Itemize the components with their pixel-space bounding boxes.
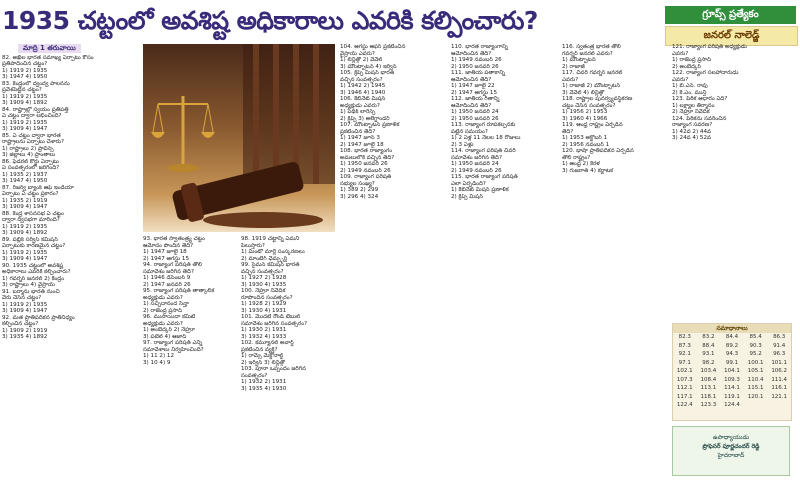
question-line: 1) రాష్ట్రాలు 2) ప్రావిన్స్ xyxy=(2,145,54,152)
question-line: 115. భారత రాజ్యాంగ పరిషత్ xyxy=(451,174,518,180)
answer-cell: 87.3 xyxy=(678,342,691,349)
question-line: 1) రాజేంద్ర ప్రసాద్ xyxy=(672,57,712,63)
answer-cell: 84.4 xyxy=(725,334,739,340)
question-line: 112. జాతీయ గీతాన్ని xyxy=(451,96,500,102)
question-line: 3) 1909 4) 1947 xyxy=(2,126,48,132)
question-line: 1) కేబినెట్ మిషన్ ప్రణాళిక xyxy=(451,187,509,193)
question-line: 3) 10 4) 9 xyxy=(143,359,171,366)
question-line: వచ్చిన సంవత్సరం? xyxy=(241,268,284,275)
question-line: 2) 1947 జనవరి 26 xyxy=(143,281,191,288)
question-line: 1) మౌంట్బాటన్ xyxy=(562,57,596,63)
question-line: 3) 1909 4) 1892 xyxy=(2,100,48,106)
question-line: 2) కె.ఎం. మున్షీ xyxy=(672,89,707,96)
question-line: 89. పబ్లిక్ సర్వీస్ కమిషన్ xyxy=(2,236,58,243)
answer-cell: 91.4 xyxy=(773,342,786,349)
question-line: 1) 389 2) 299 xyxy=(340,187,379,193)
question-line: 1) 1949 నవంబర్ 26 xyxy=(451,57,502,63)
question-line: 114. రాజ్యాంగ పరిషత్ చివరి xyxy=(451,148,516,154)
question-line: వచ్చిన సంవత్సరం? xyxy=(340,76,383,83)
answer-cell: 92.1 xyxy=(678,351,691,357)
answers-table xyxy=(673,333,791,410)
answer-cell: 119.1 xyxy=(724,393,740,400)
question-line: 3) 1909 4) 1947 xyxy=(2,256,48,262)
answer-cell: 89.2 xyxy=(725,342,739,349)
question-line: పిలుస్తారు? xyxy=(241,242,265,249)
question-line: అధ్యక్షుడు ఎవరు? xyxy=(143,320,183,327)
question-line: అధికారాలు ఎవరికి కల్పించారు? xyxy=(2,269,71,275)
answers-row xyxy=(673,342,791,351)
answer-cell: 93.1 xyxy=(702,351,715,357)
question-line: 1) లక్ష్యాల తీర్మానం xyxy=(672,102,715,109)
answer-cell: 111.4 xyxy=(771,376,788,383)
answer-cell: 105.1 xyxy=(747,368,764,374)
question-line: 3) 1947 4) 1950 xyxy=(2,74,48,80)
question-line: 113. రాజ్యాంగ రూపకల్పనకు xyxy=(451,122,516,128)
question-line: 1) 11 2) 12 xyxy=(143,353,175,359)
answer-cell: 88.4 xyxy=(702,342,715,349)
answer-cell: 106.2 xyxy=(771,368,788,374)
question-line: 2) అంబేద్కర్ xyxy=(672,63,701,70)
question-line: 3) 1909 4) 1892 xyxy=(2,230,48,236)
answers-row xyxy=(673,384,791,393)
question-line: 3) జిల్లాలు 4) ప్రాంతాలు xyxy=(2,152,56,158)
question-line: సభ్యుల సంఖ్య? xyxy=(340,180,375,187)
question-line: 1) 1919 2) 1935 xyxy=(2,67,48,74)
question-line: 2) 1950 జనవరి 26 xyxy=(451,63,499,70)
answers-row xyxy=(673,333,791,342)
question-line: 3) 1935 4) 1892 xyxy=(2,334,48,340)
answers-box xyxy=(672,323,792,421)
question-line: 3) 24వ 4) 52వ xyxy=(672,135,712,141)
question-line: 101. మొదటి రౌండ్ టేబుల్ xyxy=(241,314,301,320)
credit-label: ఉపాధ్యాయుడు xyxy=(712,434,750,441)
question-line: 1) 1947 జూలై 22 xyxy=(451,83,495,89)
question-line: అమలులోకి వచ్చిన తేదీ? xyxy=(340,154,395,161)
question-line: 3) 296 4) 324 xyxy=(340,193,379,200)
question-line: రూపొందిన సంవత్సరం? xyxy=(241,294,293,301)
answer-cell: 123.3 xyxy=(700,402,717,408)
question-line: 3) 1947 4) 1950 xyxy=(2,178,48,184)
question-line: 99. సైమన్ కమిషన్ భారత్ xyxy=(241,262,300,268)
question-line: పట్టిన సమయం? xyxy=(451,128,488,135)
question-line: 96. ముసాయిదా కమిటీ xyxy=(143,314,196,320)
question-line: 1) 1930 2) 1931 xyxy=(241,327,287,333)
question-line: 82. అఖిల భారత సమాఖ్య ఏర్పాటు కోసం xyxy=(2,54,94,61)
question-line: ఏ చట్టం ద్వారా లభించింది? xyxy=(2,113,62,119)
question-line: కల్పించిన చట్టం? xyxy=(2,321,39,327)
question-line: 3) పటేల్ 4) ఆజాద్ xyxy=(143,333,187,340)
answer-cell: 103.4 xyxy=(700,368,717,374)
question-line: ఏర్పాటుకు కారణమైన చట్టం? xyxy=(2,243,66,249)
question-line: 83. కేంద్రంలో ద్వంద్వ పాలనను xyxy=(2,80,70,87)
question-line: 1) 2 ఏళ్ల 11 నెలల 18 రోజులు xyxy=(451,135,521,141)
question-line: 3) 1909 4) 1947 xyxy=(2,308,48,314)
question-line: సమావేశాలు నిర్వహించింది? xyxy=(143,346,204,353)
answer-cell: 115.1 xyxy=(747,385,764,391)
answer-cell: 100.1 xyxy=(747,359,764,366)
question-line: 1) 1919 2) 1935 xyxy=(2,249,48,256)
question-line: 108. భారత రాజ్యాంగం xyxy=(340,148,393,154)
question-line: 121. రాజ్యాంగ పరిషత్ అధ్యక్షుడు xyxy=(672,44,747,50)
column-lines xyxy=(2,55,140,341)
question-line: 3) 1935 4) 1930 xyxy=(241,385,287,392)
subject-badge: జనరల్ నాలెడ్జ్ xyxy=(665,26,798,46)
question-line: ఎవరు? xyxy=(672,50,689,57)
question-line: ఏర్పాటు ఏ చట్టం ప్రకారం? xyxy=(2,191,59,197)
credit-box xyxy=(672,426,790,476)
question-line: తొలి రాష్ట్రం? xyxy=(562,154,591,161)
answer-cell: 120.1 xyxy=(747,393,764,400)
question-line: 1) 1947 జూలై 18 xyxy=(143,249,187,255)
question-line: 3) గుజరాత్ 4) కర్ణాటక xyxy=(562,167,614,174)
answer-cell: 108.4 xyxy=(700,376,717,383)
question-line: ఆమోదించిన తేదీ? xyxy=(451,50,492,57)
question-line: 1) 1919 2) 1935 xyxy=(2,223,48,230)
section-badge: గ్రూప్స్ ప్రత్యేకం xyxy=(665,6,796,24)
text-column-6 xyxy=(562,44,668,489)
answer-cell: 99.1 xyxy=(725,359,739,366)
question-line: 2) 1949 నవంబర్ 26 xyxy=(340,167,391,174)
answers-row xyxy=(673,359,791,368)
question-line: 1) 1919 2) 1935 xyxy=(2,93,48,100)
question-line: 1) మింటో మార్లే సంస్కరణలు xyxy=(241,249,305,255)
question-line: 1) రాజాజీ 2) మౌంట్బాటన్ xyxy=(562,83,621,89)
question-line: వైస్రాయ్ ఎవరు? xyxy=(340,50,375,57)
question-line: 1) 1950 జనవరి 24 xyxy=(451,109,499,115)
question-line: 2) రాజాజీ xyxy=(562,63,585,70)
question-line: ప్రకటించిన తేదీ? xyxy=(340,128,376,135)
question-line: వేరు చేసిన చట్టం? xyxy=(2,295,42,301)
question-line: 2) నెహ్రూ నివేదిక xyxy=(672,109,710,115)
answer-cell: 122.4 xyxy=(676,402,693,408)
question-line: ద్వారా ద్విసభగా మారింది? xyxy=(2,217,60,223)
question-line: 117. చివరి గవర్నర్ జనరల్ xyxy=(562,70,623,76)
answers-row xyxy=(673,401,791,410)
answer-cell: 104.1 xyxy=(724,368,740,374)
answer-cell: 97.1 xyxy=(678,359,691,366)
question-line: 1) గవర్నర్ జనరల్ 2) కేంద్రం xyxy=(2,275,65,282)
answer-cell: 82.3 xyxy=(678,334,691,340)
question-line: అధ్యక్షుడు ఎవరు? xyxy=(143,294,183,301)
answer-cell: 109.3 xyxy=(724,376,740,383)
question-line: 94. రాజ్యాంగ పరిషత్ తొలి xyxy=(143,262,202,268)
question-line: 1) 1950 జనవరి 24 xyxy=(451,161,499,167)
question-line: 3) 1930 4) 1935 xyxy=(241,281,287,288)
question-line: 97. రాజ్యాంగ పరిషత్ ఎన్ని xyxy=(143,340,203,346)
question-line: 2) క్రిప్స్ 3) అలెగ్జాండర్ xyxy=(340,115,390,122)
question-line: 122. రాజ్యాంగ సలహాదారుడు xyxy=(672,70,739,76)
question-line: ఆమోదం పొందిన తేదీ? xyxy=(143,242,194,249)
credit-name: ప్రొఫెసర్ పూర్ణచందర్ రెడ్డి xyxy=(702,443,760,450)
question-line: ఎవరు? xyxy=(562,76,579,83)
question-line: 92. మత ప్రాతిపదికన ప్రాతినిధ్యం xyxy=(2,314,75,321)
question-line: 1) 1950 జనవరి 26 xyxy=(340,161,388,167)
question-line: 109. రాజ్యాంగ పరిషత్ xyxy=(340,174,392,180)
question-line: 106. కేబినెట్ మిషన్ xyxy=(340,96,386,102)
question-line: 3) 1960 4) 1966 xyxy=(562,115,608,122)
answer-cell: 94.3 xyxy=(725,351,739,357)
question-line: 124. పీఠికను సవరించిన xyxy=(672,115,727,122)
question-line: 1) 1919 2) 1935 xyxy=(2,301,48,308)
answers-title: సమాధానాలు xyxy=(673,324,791,333)
question-line: 1) ఆంధ్ర 2) కేరళ xyxy=(562,161,600,167)
question-line: 1) పెథిక్ లారెన్స్ xyxy=(340,109,376,115)
text-column-5 xyxy=(451,44,559,489)
question-line: 95. రాజ్యాంగ పరిషత్ తాత్కాలిక xyxy=(143,288,215,294)
answer-cell: 85.4 xyxy=(749,334,762,340)
question-line: సమావేశం జరిగిన సంవత్సరం? xyxy=(241,320,308,327)
question-line: 3) 1946 4) 1940 xyxy=(340,89,386,96)
question-line: తేదీ? xyxy=(562,128,574,135)
question-line: సంవత్సరం? xyxy=(241,372,268,379)
question-line: 1) 1956 2) 1953 xyxy=(562,109,608,115)
question-line: 1) బి.ఎన్. రావు xyxy=(672,83,708,89)
text-column-2 xyxy=(143,236,237,489)
question-line: 98. 1919 చట్టాన్ని ఏమని xyxy=(241,236,300,242)
question-line: 1) 1935 2) 1919 xyxy=(2,197,48,204)
credit-place: హైదరాబాద్ xyxy=(717,452,745,459)
question-line: 116. స్వతంత్ర భారత తొలి xyxy=(562,44,621,50)
question-line: 1) 1935 2) 1937 xyxy=(2,171,48,178)
question-line: 102. కమ్యూనల్ అవార్డ్ xyxy=(241,340,294,346)
question-line: ప్రకటించిన వ్యక్తి? xyxy=(241,346,278,353)
answers-row xyxy=(673,376,791,385)
question-line: 1) 1947 జూన్ 3 xyxy=(340,135,380,141)
scales-gavel-illustration xyxy=(143,44,335,232)
question-line: 2) 1956 నవంబర్ 1 xyxy=(562,141,610,148)
answers-row xyxy=(673,393,791,402)
question-line: ప్రవేశపెట్టిన చట్టం? xyxy=(2,87,42,93)
answers-row xyxy=(673,350,791,359)
question-line: 1) 1927 2) 1928 xyxy=(241,275,287,281)
answers-row xyxy=(673,367,791,376)
question-line: 1) 1953 అక్టోబర్ 1 xyxy=(562,135,608,141)
question-line: ప్రతిపాదించిన చట్టం? xyxy=(2,61,48,67)
answer-cell xyxy=(767,401,791,410)
question-line: 1) 1909 2) 1919 xyxy=(2,327,48,334)
answer-cell: 112.1 xyxy=(676,385,693,391)
question-line: రాజ్యాంగ సవరణ? xyxy=(672,122,713,128)
question-line: అధ్యక్షుడు ఎవరు? xyxy=(340,102,380,109)
question-line: 1) 42వ 2) 44వ xyxy=(672,128,712,135)
question-line: 107. మౌంట్బాటన్ ప్రణాళిక xyxy=(340,122,400,128)
answer-cell: 110.4 xyxy=(747,376,764,383)
text-column-4 xyxy=(340,44,448,489)
question-line: 2) 3 ఏళ్లు xyxy=(451,141,474,148)
question-line: 88. కేంద్ర శాసనసభ ఏ చట్టం xyxy=(2,210,64,217)
question-line: 2) క్రిప్స్ మిషన్ xyxy=(451,193,484,200)
question-line: 1) రామ్సే మెక్డొనాల్డ్ xyxy=(241,353,284,359)
answer-cell xyxy=(744,401,768,410)
question-line: 3) 1930 4) 1931 xyxy=(241,307,287,314)
question-line: 111. జాతీయ పతాకాన్ని xyxy=(451,70,506,76)
question-line: ఏ సంవత్సరంలో జరిగింది? xyxy=(2,165,60,171)
question-line: సమావేశం జరిగిన తేదీ? xyxy=(143,268,194,275)
question-line: ఎవరు? xyxy=(672,76,689,83)
text-column-7 xyxy=(672,44,796,320)
answer-cell: 95.2 xyxy=(749,351,762,357)
question-line: 3) 1909 4) 1947 xyxy=(2,204,48,210)
answer-cell: 113.1 xyxy=(700,385,717,391)
question-line: 86. ఫెడరల్ కోర్టు ఏర్పాటు xyxy=(2,158,59,165)
question-line: 3) రాష్ట్రాలు 4) వైస్రాయ్ xyxy=(2,282,55,288)
answer-cell: 90.3 xyxy=(749,342,762,349)
question-line: 2) రాజేంద్ర ప్రసాద్ xyxy=(143,307,183,314)
question-line: 3) వేవెల్ 4) లిన్లిత్గో xyxy=(562,89,605,96)
question-line: 2) 1947 జూలై 18 xyxy=(340,141,384,148)
question-line: 1) 1942 2) 1945 xyxy=(340,83,386,89)
question-line: 2) మాంటేగ్ ఛేమ్స్ఫర్డ్ xyxy=(241,255,288,262)
question-line: సమావేశం జరిగిన తేదీ? xyxy=(451,154,502,161)
question-line: 118. రాష్ట్రాల పునర్వ్యవస్థీకరణ xyxy=(562,96,633,102)
question-line: 93. భారత స్వాతంత్ర్య చట్టం xyxy=(143,236,205,242)
question-line: 110. భారత రాజ్యాంగాన్ని xyxy=(451,44,508,50)
question-line: చట్టం చేసిన సంవత్సరం? xyxy=(562,102,616,109)
answer-cell: 118.1 xyxy=(700,393,717,400)
question-line: 2) 1947 ఆగస్టు 15 xyxy=(451,89,498,96)
answer-cell: 121.1 xyxy=(771,393,788,400)
answer-cell: 96.3 xyxy=(773,351,786,357)
question-line: 2) 1950 జనవరి 26 xyxy=(451,115,499,122)
question-line: 90. 1935 చట్టంలో అవశిష్ట xyxy=(2,262,64,269)
answer-cell: 114.1 xyxy=(724,385,740,391)
question-line: ఆమోదించిన తేదీ? xyxy=(451,76,492,83)
question-line: 1) 1946 డిసెంబర్ 9 xyxy=(143,275,191,281)
question-line: 2) 1947 ఆగస్టు 15 xyxy=(143,255,190,262)
question-line: 123. పీఠిక ఆధారం ఏది? xyxy=(672,96,728,102)
answer-cell: 83.2 xyxy=(702,334,715,340)
question-line: 85. ఏ చట్టం ద్వారా భారత xyxy=(2,132,61,139)
question-line: 100. నెహ్రూ నివేదిక xyxy=(241,288,286,294)
question-line: 1) 1932 2) 1931 xyxy=(241,379,287,385)
answer-cell: 117.1 xyxy=(676,393,693,400)
question-line: 1) అంబేద్కర్ 2) నెహ్రూ xyxy=(143,327,195,333)
question-line: 1) 1919 2) 1935 xyxy=(2,119,48,126)
question-line: 103. పూనా ఒప్పందం జరిగిన xyxy=(241,366,306,372)
answer-cell: 107.3 xyxy=(676,376,693,383)
question-line: 87. రిజర్వ్ బ్యాంక్ ఆఫ్ ఇండియా xyxy=(2,184,74,191)
question-line: 3) 1932 4) 1933 xyxy=(241,333,287,340)
question-line: ఎలా ఏర్పడింది? xyxy=(451,180,486,187)
question-line: 1) లిన్లిత్గో 2) వేవెల్ xyxy=(340,57,383,63)
answer-cell: 116.1 xyxy=(771,385,788,391)
question-line: 1) 1928 2) 1929 xyxy=(241,301,287,307)
question-line: ఆమోదించిన తేదీ? xyxy=(451,102,492,109)
question-line: 84. రాష్ట్రాల్లో స్వయం ప్రతిపత్తి xyxy=(2,106,69,113)
question-line: 1) సచ్చిదానంద సిన్హా xyxy=(143,301,189,307)
gavel-photo xyxy=(143,44,335,232)
question-line: 2) 1949 నవంబర్ 26 xyxy=(451,167,502,174)
question-line: 119. ఆంధ్ర రాష్ట్రం ఏర్పడిన xyxy=(562,122,623,128)
text-column-1 xyxy=(2,44,140,489)
question-line: గవర్నర్ జనరల్ ఎవరు? xyxy=(562,50,613,57)
answer-cell: 98.2 xyxy=(702,359,715,366)
question-line: 104. ఆగస్టు ఆఫర్ ప్రకటించిన xyxy=(340,44,406,50)
column-tag: మాద్రి 1 తరువాయి xyxy=(18,44,81,53)
question-line: 3) మౌంట్బాటన్ 4) ఇర్విన్ xyxy=(340,63,397,70)
answer-cell: 102.1 xyxy=(676,368,693,374)
answer-cell: 86.3 xyxy=(773,334,786,340)
text-column-3 xyxy=(241,236,337,489)
question-line: 2) ఇర్విన్ 3) లిన్లిత్గో xyxy=(241,359,285,366)
headline: 1935 చట్టంలో అవశిష్ట అధికారాలు ఎవరికి కల్పించారు? xyxy=(2,6,538,35)
question-line: 120. భాషా ప్రాతిపదికన ఏర్పడిన xyxy=(562,148,634,154)
question-line: 91. బర్మాను భారత్ నుంచి xyxy=(2,288,60,295)
answer-cell: 101.1 xyxy=(771,359,788,366)
question-line: 105. క్రిప్స్ మిషన్ భారత్ xyxy=(340,70,395,76)
question-line: రాష్ట్రాలను ఏర్పాటు చేశారు? xyxy=(2,139,64,145)
answer-cell: 124.4 xyxy=(724,402,740,408)
